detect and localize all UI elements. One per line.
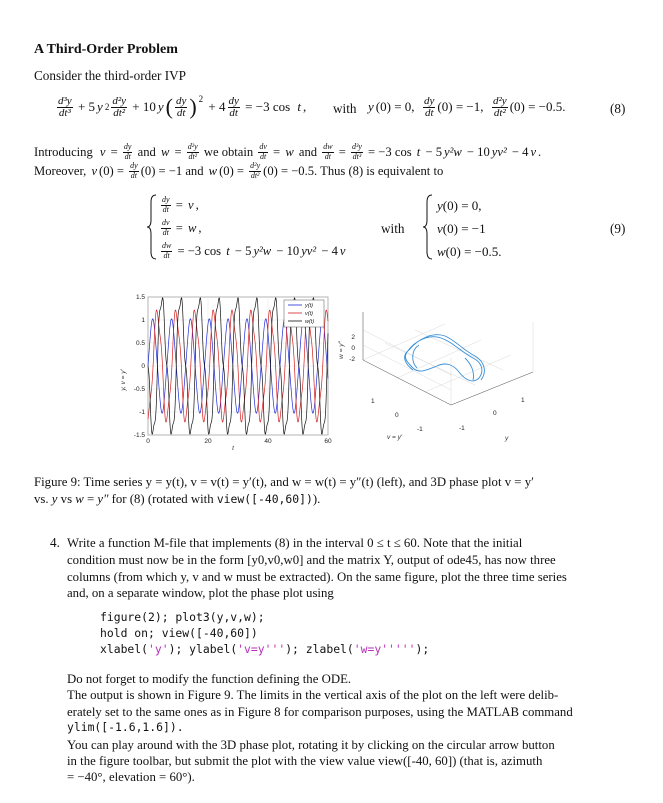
x-tick-0: 0 [395,412,399,419]
phase-grid [363,312,533,405]
ts-xlabel: t [232,445,234,452]
after-line-2: The output is shown in Figure 9. The limits in the vertical axis of the plot on the left were delib- [67,688,559,702]
system-number: (9) [610,221,626,236]
item-line-3: columns (from which y, v and w must be extracted). On the same figure, plot the three time series [67,570,567,584]
item-line-2: condition must now be in the form [y0,v0,w0] and the matrix Y, output of ode45, has now three [67,553,556,567]
code-line-1: figure(2); plot3(y,v,w); [100,610,265,624]
x-tick-label: 20 [204,438,212,445]
y-tick-0: 0 [493,410,497,417]
system-with: with [381,221,405,236]
code-line-3: xlabel('y'); ylabel('v=y'''); zlabel('w=y'''''); [100,642,430,656]
y-tick-label: 0 [141,363,145,370]
after-line-6: in the figure toolbar, but submit the plot with the view value view([-40, 60]) (that is, azimuth [67,754,543,768]
system-ic-1: y(0) = 0, [437,198,482,213]
x-tick-label: 60 [324,438,332,445]
system-eq-1: $\frac{dy}{dt}$ = v , [162,195,199,214]
right-brace [422,194,434,260]
after-line-5: You can play around with the 3D phase plot, rotating it by clicking on the circular arrow button [67,738,555,752]
left-brace [146,194,158,260]
figure-caption-line-2: vs. y vs w = y″ for (8) (rotated with view([-40,60])). [34,492,321,506]
after-line-7: = −40°, elevation = 60°). [67,770,195,784]
y-tick-label: 1 [141,317,145,324]
x-tick-m1: -1 [417,426,423,433]
phase-zlabel: w = y″ [338,341,345,359]
y-tick-m1: -1 [459,425,465,432]
after-line-4: ylim([-1.6,1.6]). [67,720,184,734]
item-line-4: and, on a separate window, plot the phase plot using [67,586,334,600]
after-line-1: Do not forget to modify the function defining the ODE. [67,672,352,686]
z-tick-m2: -2 [349,356,355,363]
section-title: A Third-Order Problem [34,42,178,57]
phase-plot-3d [335,300,545,455]
system-ic-3: w(0) = −0.5. [437,244,502,259]
legend-v: v(t) [305,311,313,317]
x-tick-1: 1 [371,398,375,405]
system-ic-2: v(0) = −1 [437,221,486,236]
time-series-plot [118,290,330,452]
item-line-1: Write a function M-file that implements (8) in the interval 0 ≤ t ≤ 60. Note that the initial [67,536,523,550]
equation-8: $\frac{\text{d³y}}{\text{dt³}}$ + 5 y 2 $\frac{\text{d²y}}{\text{dt²}}$ + 10 y ( $\frac{dy}{dt}$ ) 2 + 4 $\frac{dy}{dt}$ = −3 cos t , [58,94,307,119]
y-tick-label: -0.5 [133,386,145,393]
x-tick-label: 0 [146,438,150,445]
ts-ylabel: y, v = y′ [120,369,127,391]
paragraph-line-1: Introducing v = $\frac{dy}{dt}$ and w = $\frac{\text{d²y}}{\text{dt²}}$ we obtain $\frac{dv}{dt}$ = w and $\frac{dw}{dt}$ = $\frac{\text{d³y}}{\text{dt³}}$ = −3 cos t − 5 y²w − 10 yv² − 4 v . [34,142,542,161]
phase-ylabel: y [505,435,509,442]
intro-text: Consider the third-order IVP [34,68,186,83]
code-line-2: hold on; view([-40,60]) [100,626,258,640]
legend-w: w(t) [305,319,315,325]
z-tick-2: 2 [351,334,355,341]
y-tick-label: -1 [139,409,145,416]
equation-8-with: with [333,101,357,116]
y-tick-label: 1.5 [135,294,145,301]
legend [284,300,324,327]
equation-8-conditions: y (0) = 0, $\frac{dy}{dt}$ (0) = −1, $\frac{\text{d²y}}{\text{dt²}}$ (0) = −0.5. [368,94,566,119]
caption-vs: vs. [34,492,52,506]
x-tick-label: 40 [264,438,272,445]
after-line-3: erately set to the same ones as in Figure 8 for comparison purposes, using the MATLAB command [67,705,573,719]
legend-y: y(t) [305,303,313,309]
y-tick-label: 0.5 [135,340,145,347]
phase-xlabel: v = y′ [387,434,403,441]
z-tick-0: 0 [351,345,355,352]
y-tick-label: -1.5 [133,432,145,439]
paragraph-line-2: Moreover, v (0) = $\frac{dy}{dt}$ (0) = −1 and w (0) = $\frac{\text{d²y}}{\text{dt²}}$ (0) = −0.5. Thus (8) is equivalent to [34,161,444,180]
equation-8-number: (8) [610,101,626,116]
item-number: 4. [50,535,60,550]
y-tick-1: 1 [521,397,525,404]
figure-caption-line-1: Figure 9: Time series y = y(t), v = v(t) = y′(t), and w = w(t) = y″(t) (left), and 3D phase plot v = y′ [34,475,534,489]
system-eq-2: $\frac{dv}{dt}$ = w , [162,218,202,237]
system-eq-3: $\frac{dw}{dt}$ = −3 cos t − 5 y²w − 10 yv² − 4 v [162,241,346,260]
